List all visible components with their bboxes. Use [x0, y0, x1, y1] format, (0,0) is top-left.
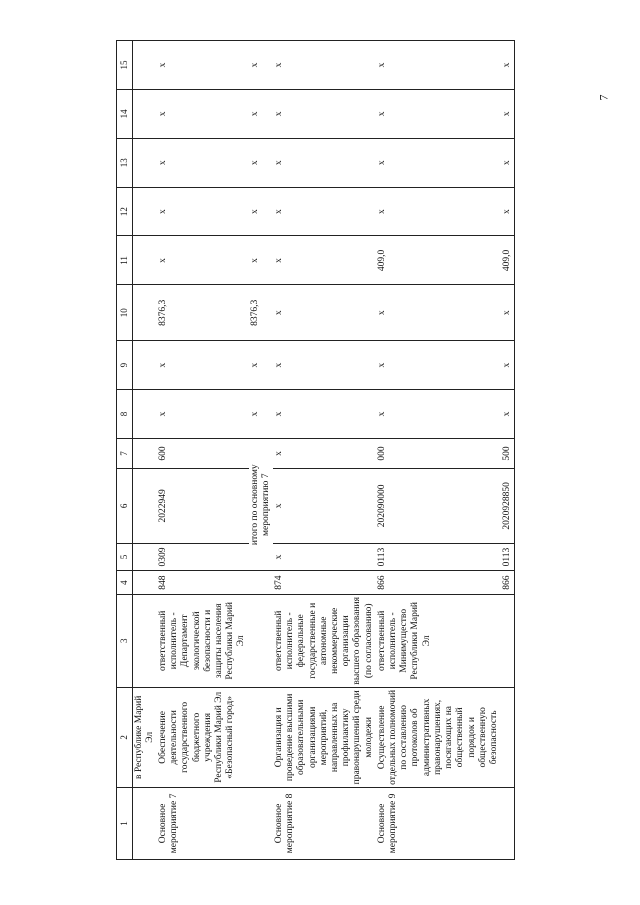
cell: x — [273, 285, 376, 341]
cell: x — [249, 89, 273, 138]
cell: x — [157, 138, 249, 187]
col-header: 9 — [117, 341, 133, 390]
cell: 0113 — [376, 543, 501, 571]
cell: ответственный исполнитель - федеральные государственные и автономные некоммерческие организации высшего образования (по согласованию) — [273, 594, 376, 687]
cell: x — [157, 41, 249, 90]
cell: 848 — [157, 571, 249, 594]
page-number: 7 — [596, 94, 611, 101]
cell: 000 — [376, 438, 501, 468]
cell: x — [376, 187, 501, 236]
cell: x — [157, 187, 249, 236]
cell: x — [273, 543, 376, 571]
col-header: 7 — [117, 438, 133, 468]
cell: x — [249, 138, 273, 187]
table-row — [132, 41, 157, 860]
cell: x — [376, 41, 501, 90]
cell — [501, 594, 515, 687]
col-header: 6 — [117, 469, 133, 543]
cell: ответственный исполнитель - Департамент экологической безопасности и защиты населения Республики Марий Эл — [157, 594, 249, 687]
cell — [249, 787, 273, 859]
cell: 8376,3 — [249, 285, 273, 341]
table-row — [157, 41, 249, 860]
cell: x — [376, 138, 501, 187]
cell: x — [501, 89, 515, 138]
cell: Обеспечение деятельности государственного бюджетного учреждения Республики Марий Эл «Безопасный город» — [157, 687, 249, 787]
cell — [501, 787, 515, 859]
cell: x — [157, 390, 249, 439]
program-activities-table — [116, 40, 515, 860]
cell: 2022949 — [157, 469, 249, 543]
col-header: 10 — [117, 285, 133, 341]
cell — [249, 571, 273, 594]
cell: x — [273, 390, 376, 439]
cell: 202090000 — [376, 469, 501, 543]
cell — [249, 687, 273, 787]
col-header: 3 — [117, 594, 133, 687]
table-row — [501, 41, 515, 860]
table-row — [376, 41, 501, 860]
col-header: 15 — [117, 41, 133, 90]
cell: x — [273, 138, 376, 187]
cell: 874 — [273, 571, 376, 594]
cell: 2020928850 — [501, 469, 515, 543]
cell: Основное мероприятие 7 — [157, 787, 249, 859]
cell: x — [376, 89, 501, 138]
rotated-table-wrapper — [116, 40, 521, 860]
cell: x — [249, 187, 273, 236]
col-header: 14 — [117, 89, 133, 138]
cell: x — [501, 138, 515, 187]
cell: x — [376, 285, 501, 341]
cell: x — [501, 390, 515, 439]
cell: x — [273, 236, 376, 285]
cell: x — [501, 41, 515, 90]
total-label: итого по основному мероприятию 7 — [249, 438, 273, 571]
cell: x — [273, 469, 376, 543]
cell: Основное мероприятие 9 — [376, 787, 501, 859]
cell: x — [249, 390, 273, 439]
col-header: 8 — [117, 390, 133, 439]
cell: 600 — [157, 438, 249, 468]
cell — [249, 594, 273, 687]
col-header: 11 — [117, 236, 133, 285]
cell: x — [501, 285, 515, 341]
cell: 866 — [501, 571, 515, 594]
cell: в Республике Марий Эл — [132, 687, 157, 787]
cell: 8376,3 — [157, 285, 249, 341]
table-row-total — [249, 41, 273, 860]
cell: 409,0 — [376, 236, 501, 285]
cell: 866 — [376, 571, 501, 594]
col-header: 1 — [117, 787, 133, 859]
cell — [501, 687, 515, 787]
col-header: 4 — [117, 571, 133, 594]
col-header: 5 — [117, 543, 133, 571]
cell: x — [249, 236, 273, 285]
cell: x — [249, 341, 273, 390]
cell: 500 — [501, 438, 515, 468]
cell: ответственный исполнитель - Минимущество Республики Марий Эл — [376, 594, 501, 687]
cell — [132, 787, 157, 859]
cell: Осуществление отдельных полномочий по составлению протоколов об административных правонарушениях, посягающих на общественный порядок и общественную безопасность — [376, 687, 501, 787]
cell: 409,0 — [501, 236, 515, 285]
cell: x — [273, 187, 376, 236]
col-header: 12 — [117, 187, 133, 236]
cell: x — [157, 89, 249, 138]
cell: x — [273, 89, 376, 138]
cell: x — [249, 41, 273, 90]
cell: Основное мероприятие 8 — [273, 787, 376, 859]
header-row — [117, 41, 133, 860]
table-row — [273, 41, 376, 860]
cell: Организация и проведение высшими образовательными организациями мероприятий, направленных на профилактику правонарушений среди молодежи — [273, 687, 376, 787]
cell: x — [501, 187, 515, 236]
cell: x — [273, 341, 376, 390]
col-header: 2 — [117, 687, 133, 787]
cell: 0309 — [157, 543, 249, 571]
cell: 0113 — [501, 543, 515, 571]
cell: x — [157, 341, 249, 390]
cell: x — [273, 41, 376, 90]
col-header: 13 — [117, 138, 133, 187]
cell — [132, 594, 157, 687]
cell: x — [273, 438, 376, 468]
cell: x — [376, 341, 501, 390]
cell: x — [157, 236, 249, 285]
cell: x — [501, 341, 515, 390]
cell: x — [376, 390, 501, 439]
